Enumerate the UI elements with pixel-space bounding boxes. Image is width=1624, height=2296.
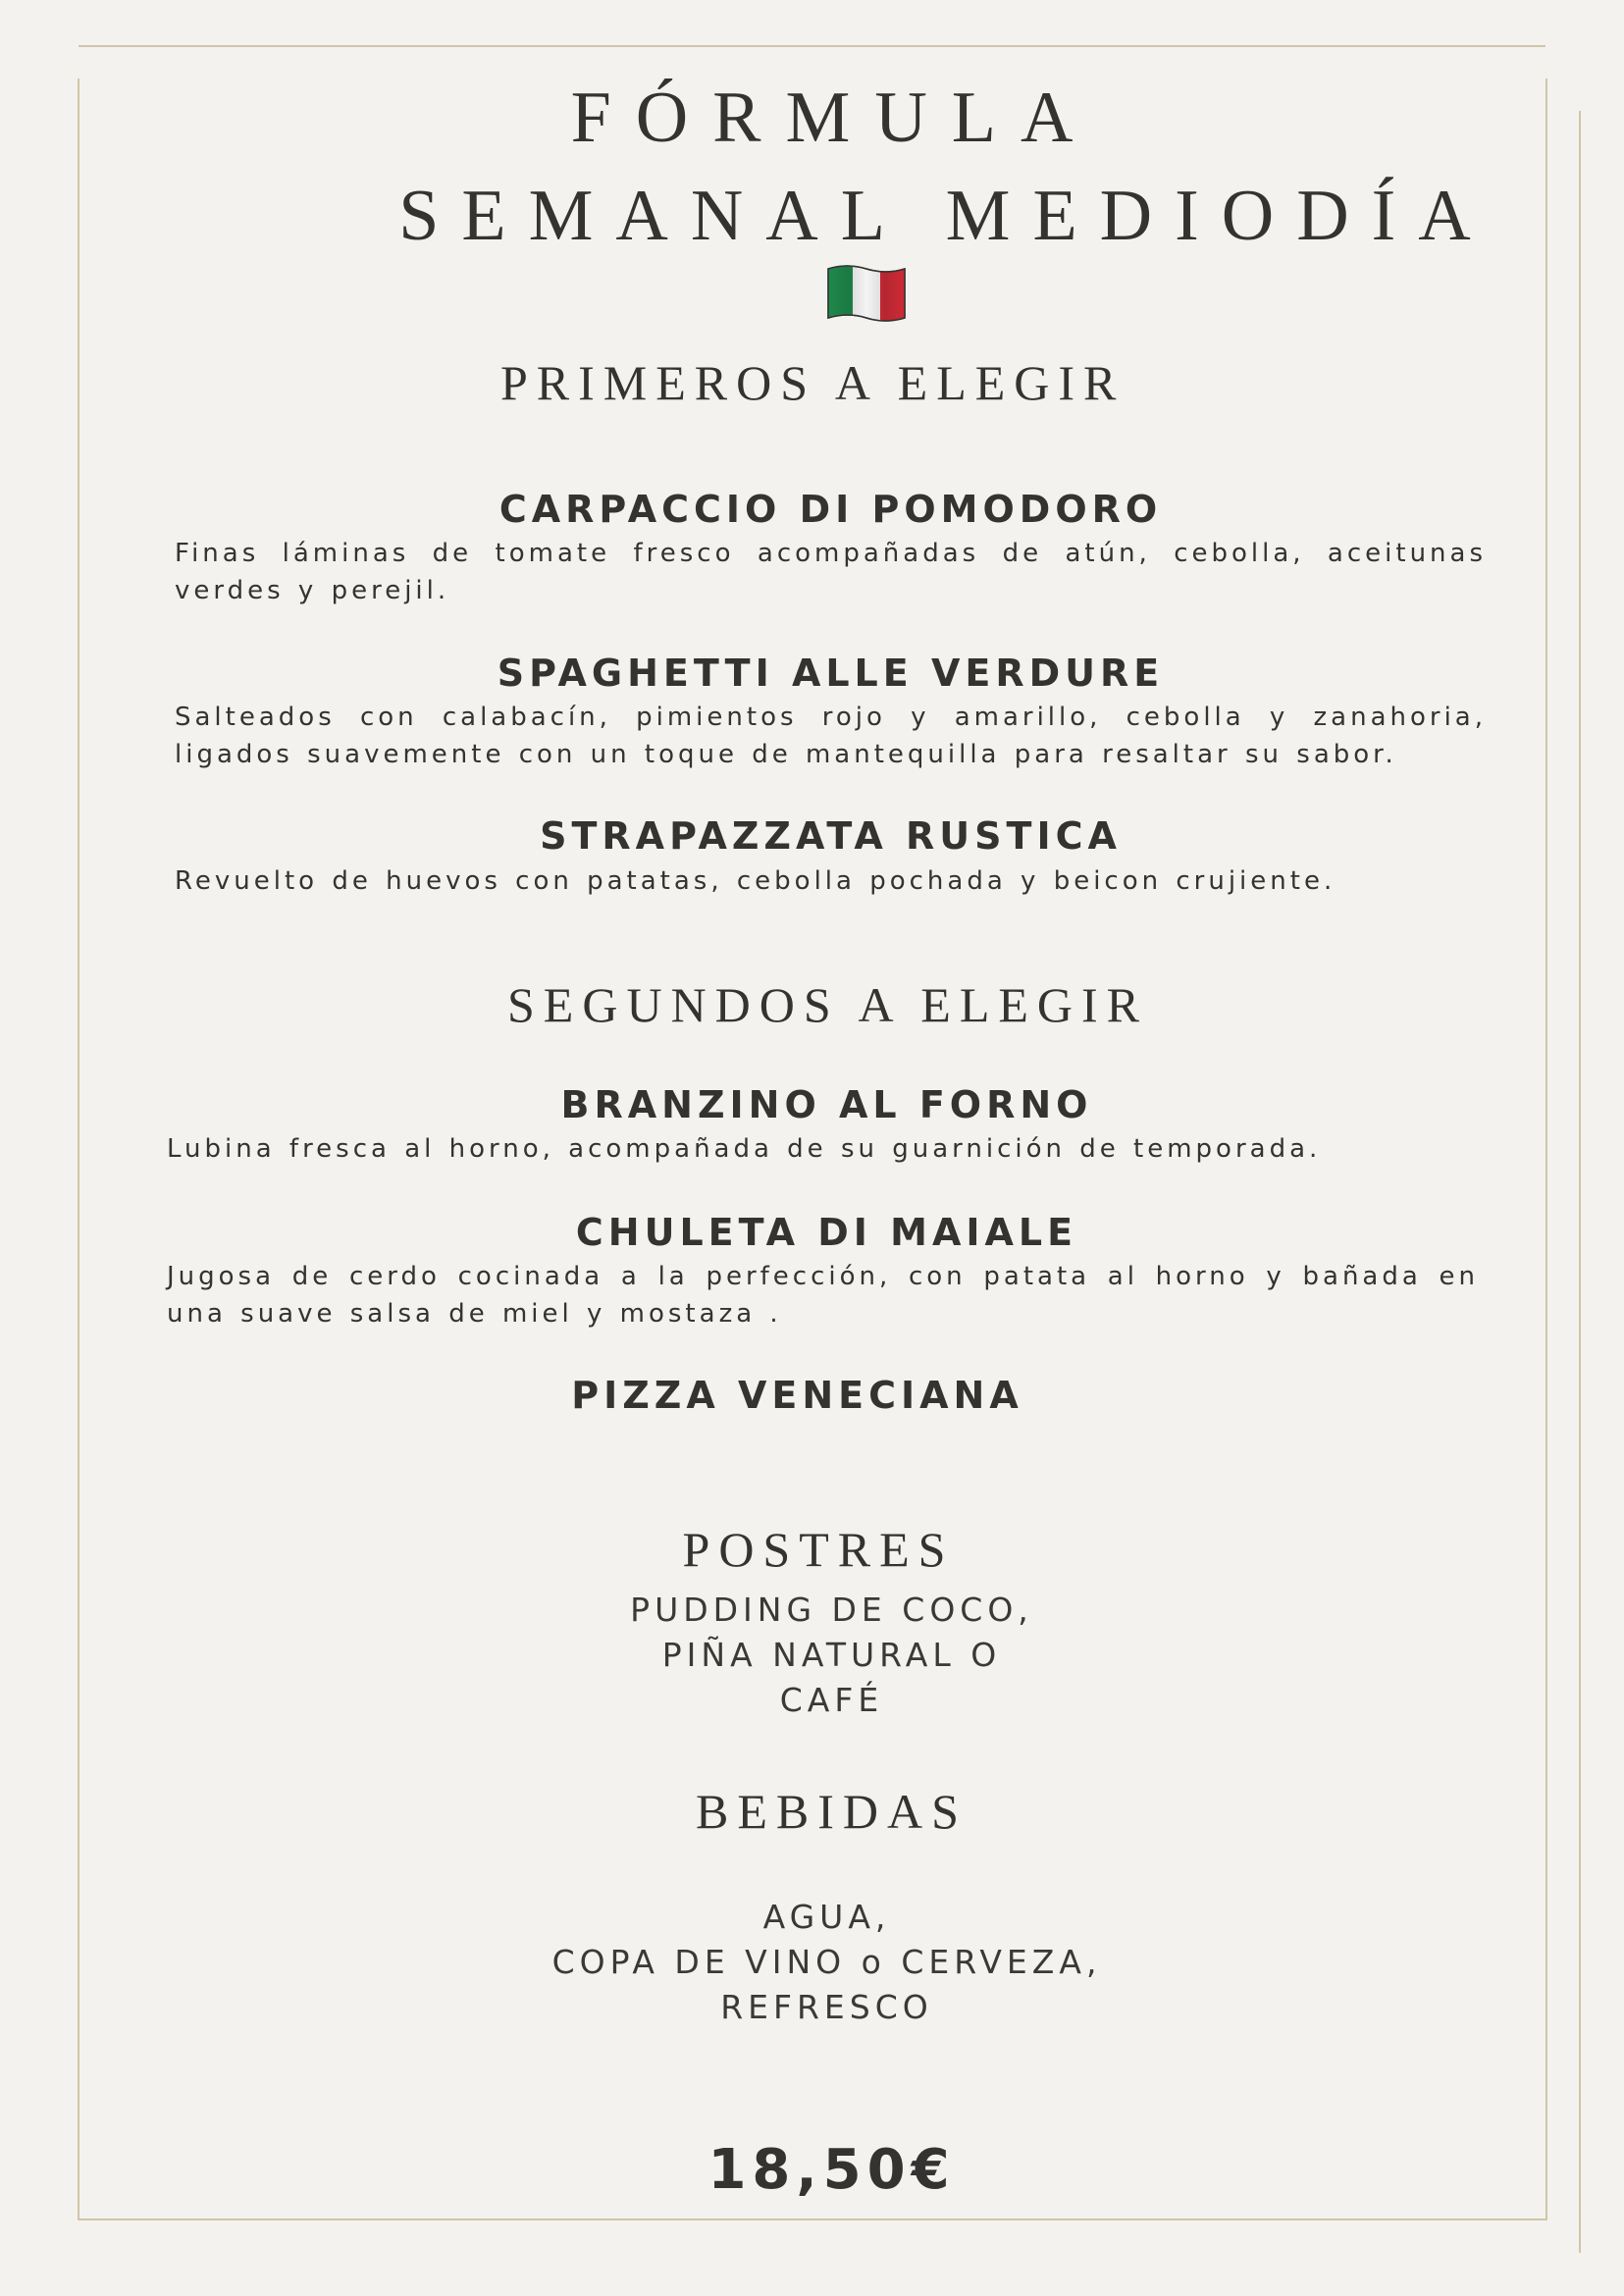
bebidas-item: AGUA, — [762, 1898, 891, 1936]
bebidas-item: COPA DE VINO o CERVEZA, — [551, 1943, 1102, 1981]
dish-description: Jugosa de cerdo cocinada a la perfección, con patata al horno y bañada en una suave salsa de miel y mostaza . — [167, 1262, 1479, 1329]
menu-title-line-1: FÓRMULA — [570, 78, 1098, 158]
primeros-heading: PRIMEROS A ELEGIR — [500, 355, 1126, 410]
postres-item: CAFÉ — [779, 1681, 884, 1719]
menu-price: 18,50€ — [707, 2138, 956, 2202]
dish-description: Revuelto de huevos con patatas, cebolla pochada y beicon crujiente. — [175, 866, 1336, 896]
frame-top-line — [79, 45, 1545, 47]
segundos-heading: SEGUNDOS A ELEGIR — [507, 977, 1149, 1032]
dish-name: CARPACCIO DI POMODORO — [498, 488, 1163, 531]
dish-description: Lubina fresca al horno, acompañada de su guarnición de temporada. — [167, 1134, 1322, 1164]
dish-name: BRANZINO AL FORNO — [560, 1083, 1093, 1126]
postres-item: PUDDING DE COCO, — [630, 1591, 1033, 1629]
postres-item: PIÑA NATURAL O — [661, 1636, 1002, 1674]
bebidas-item: REFRESCO — [720, 1988, 933, 2026]
italy-flag-icon — [825, 263, 908, 324]
dish-name: SPAGHETTI ALLE VERDURE — [497, 652, 1165, 695]
menu-title-line-2: SEMANAL MEDIODÍA — [398, 176, 1493, 256]
bebidas-heading: BEBIDAS — [696, 1784, 968, 1839]
postres-heading: POSTRES — [682, 1522, 955, 1577]
dish-name: STRAPAZZATA RUSTICA — [540, 814, 1122, 858]
frame-bottom-line — [78, 2218, 1547, 2220]
dish-name: PIZZA VENECIANA — [571, 1374, 1023, 1417]
dish-description: Salteados con calabacín, pimientos rojo y amarillo, cebolla y zanahoria, ligados suavemente con un toque de mantequilla para resaltar su sabor. — [175, 703, 1487, 769]
dish-description: Finas láminas de tomate fresco acompañadas de atún, cebolla, aceitunas verdes y perejil. — [175, 539, 1487, 605]
dish-name: CHULETA DI MAIALE — [575, 1211, 1078, 1254]
